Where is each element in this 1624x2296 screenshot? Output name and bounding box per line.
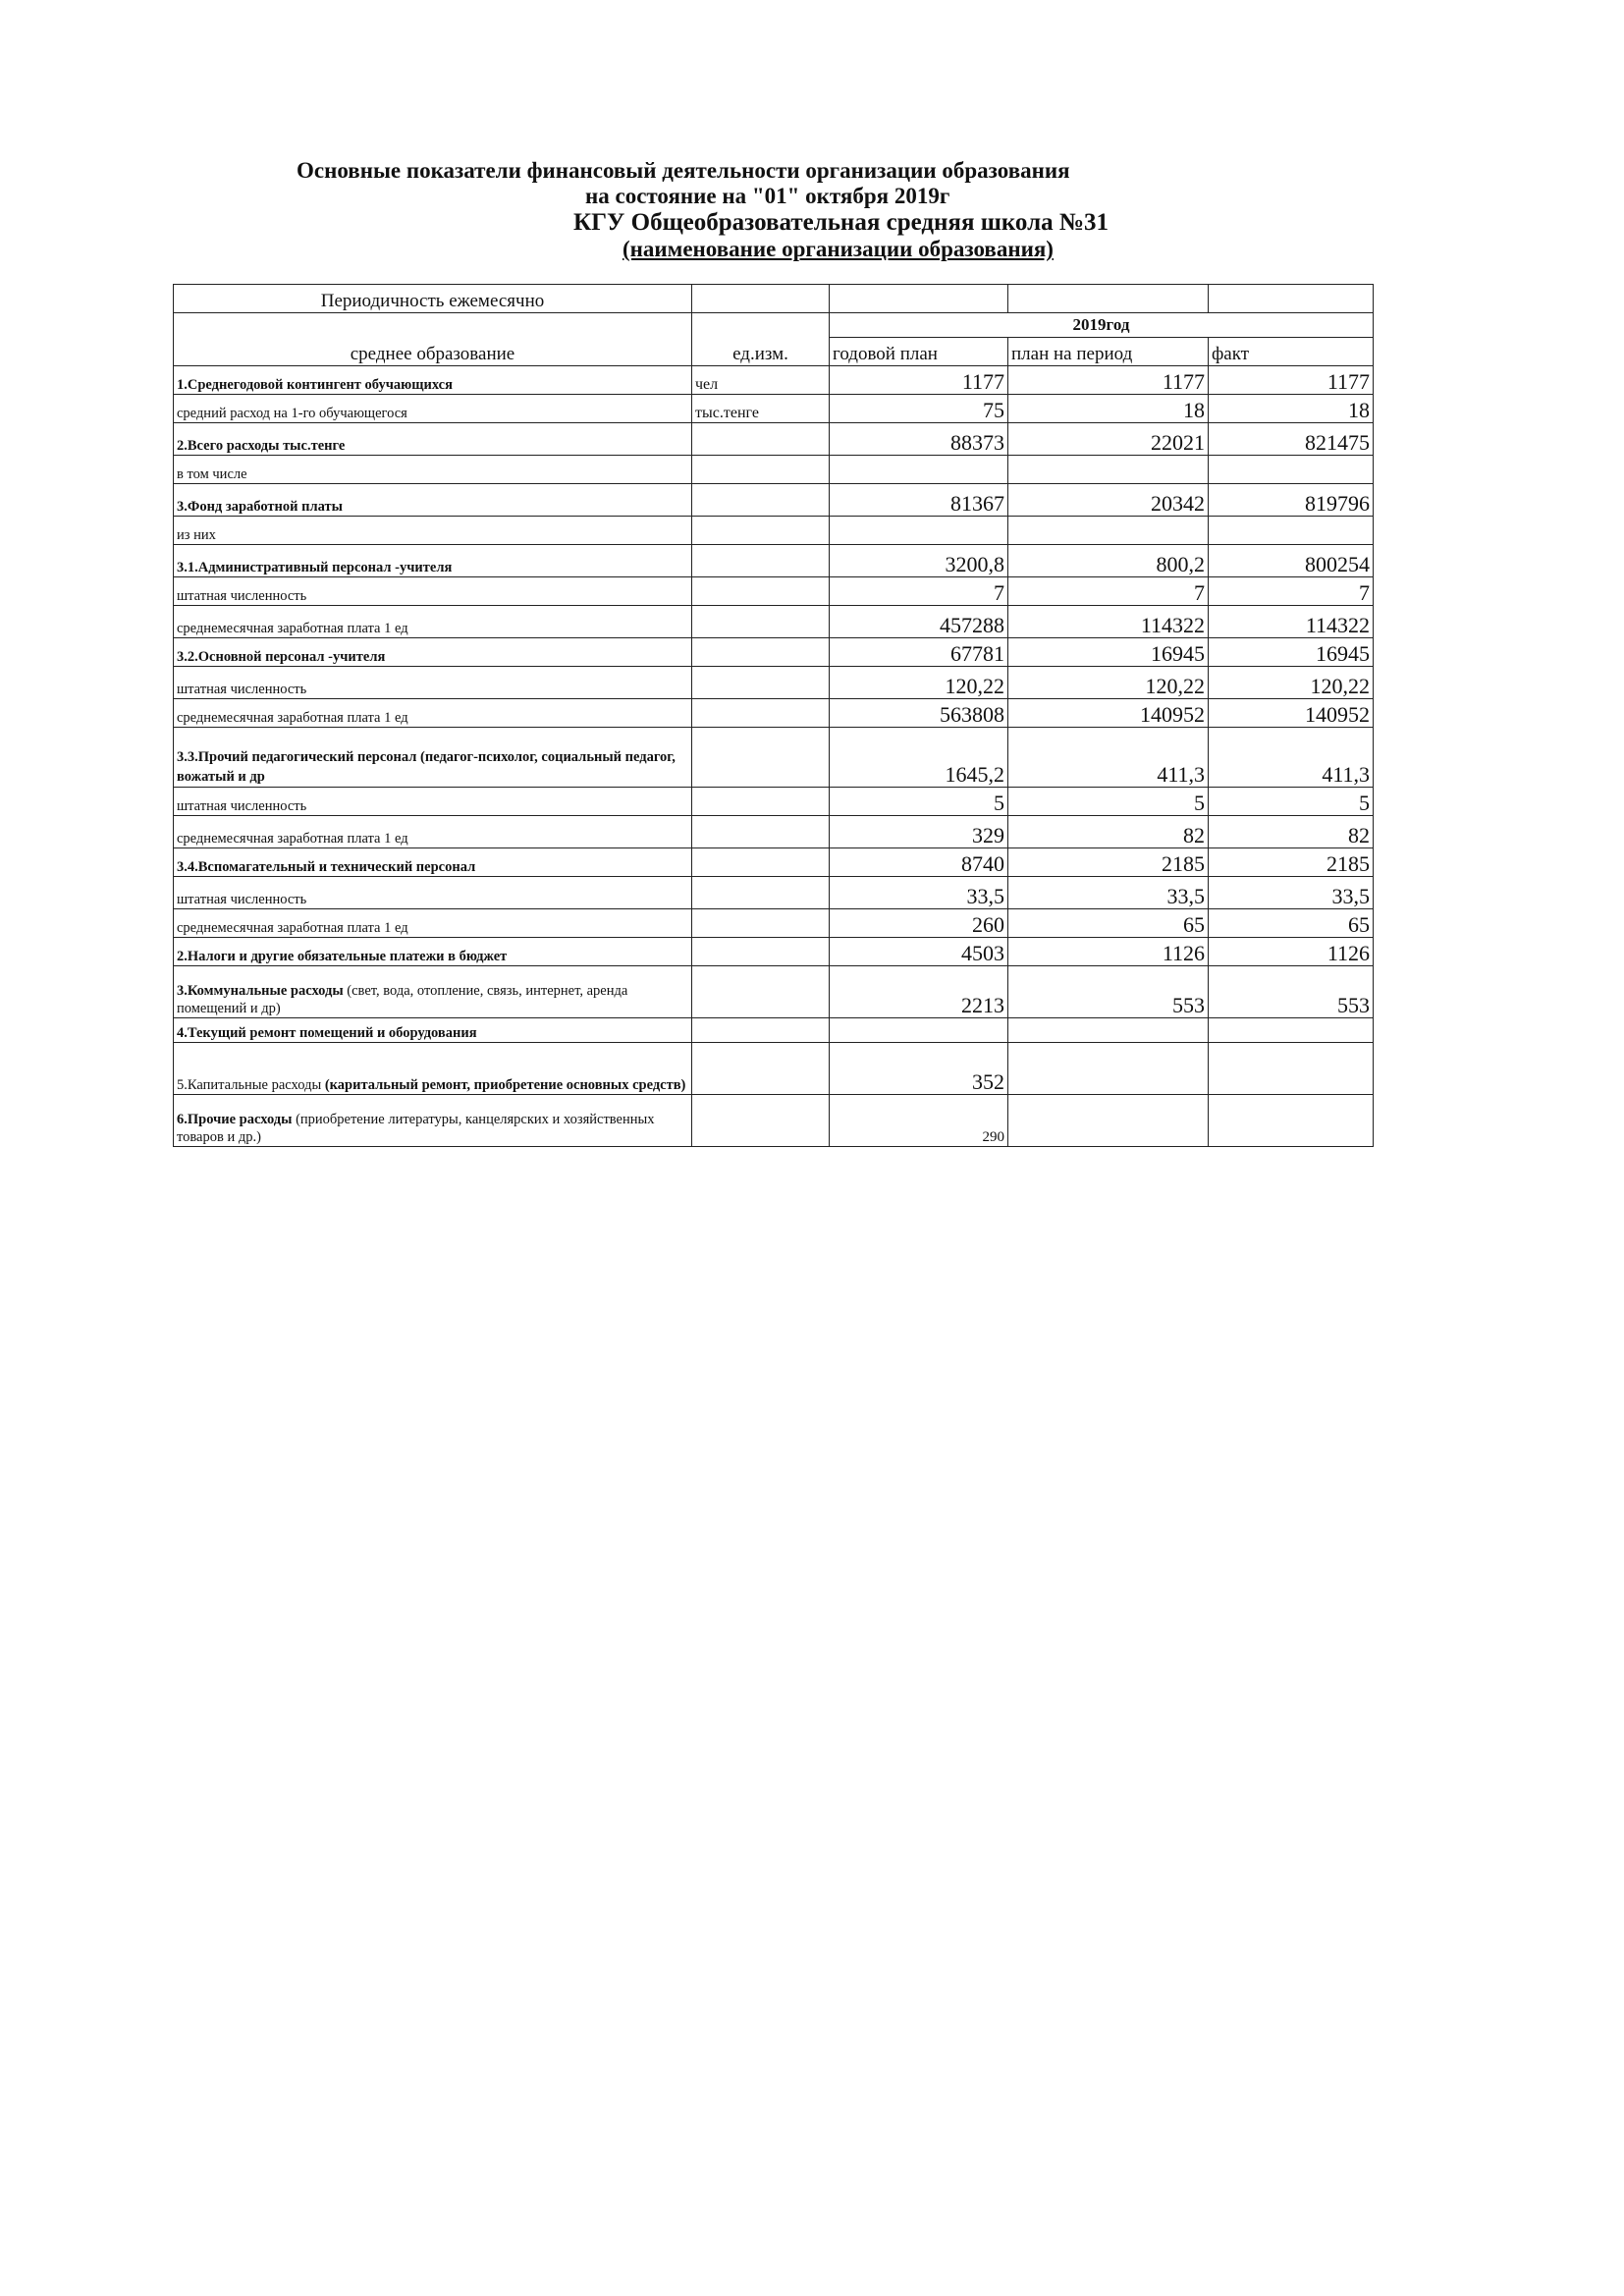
organization-name: КГУ Общеобразовательная средняя школа №31: [573, 209, 1109, 236]
row-label: 3.3.Прочий педагогический персонал (педагог-психолог, социальный педагог, вожатый и др: [174, 728, 692, 788]
row-label: средний расход на 1-го обучающегося: [174, 395, 692, 423]
row-period: 2185: [1008, 848, 1209, 877]
row-plan: 8740: [830, 848, 1008, 877]
row-label: среднемесячная заработная плата 1 ед: [174, 909, 692, 938]
row-plan: 67781: [830, 638, 1008, 667]
row-fact: 33,5: [1209, 877, 1374, 909]
row-label: 3.1.Административный персонал -учителя: [174, 545, 692, 577]
row-period: [1008, 456, 1209, 484]
row-fact: 553: [1209, 966, 1374, 1018]
table-row: [174, 816, 1374, 848]
table-row: [174, 423, 1374, 456]
row-unit: [692, 606, 830, 638]
row-unit: [692, 938, 830, 966]
row-label: 3.4.Вспомагательный и технический персонал: [174, 848, 692, 877]
table-row: [174, 1095, 1374, 1147]
table-row: [174, 395, 1374, 423]
row-label-rest: (приобретение литературы, канцелярских и хозяйственных товаров и др.): [177, 1112, 655, 1145]
row-unit: [692, 877, 830, 909]
row-label: среднемесячная заработная плата 1 ед: [174, 606, 692, 638]
row-label: штатная численность: [174, 577, 692, 606]
column-header-unit: ед.изм.: [692, 313, 830, 366]
row-unit: [692, 816, 830, 848]
row-period: 800,2: [1008, 545, 1209, 577]
row-fact: 82: [1209, 816, 1374, 848]
row-label-bold: 6.Прочие расходы: [177, 1112, 293, 1127]
row-label: 1.Среднегодовой контингент обучающихся: [174, 366, 692, 395]
row-plan: 1645,2: [830, 728, 1008, 788]
row-unit: [692, 667, 830, 699]
table-row: [174, 456, 1374, 484]
row-plan: 563808: [830, 699, 1008, 728]
row-fact: [1209, 1018, 1374, 1043]
row-fact: 140952: [1209, 699, 1374, 728]
row-unit: [692, 788, 830, 816]
row-label: штатная численность: [174, 667, 692, 699]
table-row: [174, 606, 1374, 638]
row-plan: 329: [830, 816, 1008, 848]
row-fact: 114322: [1209, 606, 1374, 638]
row-unit: [692, 423, 830, 456]
row-unit: [692, 848, 830, 877]
row-plan: 1177: [830, 366, 1008, 395]
row-unit: [692, 577, 830, 606]
table-row: [174, 545, 1374, 577]
row-plan: 290: [830, 1095, 1008, 1147]
row-plan: 120,22: [830, 667, 1008, 699]
row-label: 3.2.Основной персонал -учителя: [174, 638, 692, 667]
row-fact: 411,3: [1209, 728, 1374, 788]
row-plan: 4503: [830, 938, 1008, 966]
row-unit: [692, 484, 830, 517]
table-row: [174, 966, 1374, 1018]
row-label: [174, 966, 692, 1018]
table-row: [174, 667, 1374, 699]
table-row: [174, 728, 1374, 788]
row-fact: [1209, 456, 1374, 484]
row-plan: 88373: [830, 423, 1008, 456]
row-fact: 819796: [1209, 484, 1374, 517]
table-row: [174, 1018, 1374, 1043]
row-fact: 65: [1209, 909, 1374, 938]
row-period: 20342: [1008, 484, 1209, 517]
row-plan: 5: [830, 788, 1008, 816]
row-period: [1008, 1018, 1209, 1043]
row-plan: 33,5: [830, 877, 1008, 909]
row-fact: 18: [1209, 395, 1374, 423]
row-fact: 800254: [1209, 545, 1374, 577]
row-label: 3.Фонд заработной платы: [174, 484, 692, 517]
empty-cell: [830, 285, 1008, 313]
column-header-plan: годовой план: [830, 338, 1008, 366]
row-period: 1126: [1008, 938, 1209, 966]
row-label: штатная численность: [174, 877, 692, 909]
organization-caption: (наименование организации образования): [623, 237, 1054, 261]
table-row: [174, 366, 1374, 395]
row-period: 140952: [1008, 699, 1209, 728]
table-row: [174, 577, 1374, 606]
row-period: 22021: [1008, 423, 1209, 456]
row-period: 114322: [1008, 606, 1209, 638]
row-period: 120,22: [1008, 667, 1209, 699]
row-label: среднемесячная заработная плата 1 ед: [174, 816, 692, 848]
table-row: [174, 848, 1374, 877]
table-row: [174, 484, 1374, 517]
row-unit: [692, 1095, 830, 1147]
row-period: 411,3: [1008, 728, 1209, 788]
row-label: 4.Текущий ремонт помещений и оборудования: [174, 1018, 692, 1043]
row-period: 82: [1008, 816, 1209, 848]
row-unit: чел: [692, 366, 830, 395]
row-label: из них: [174, 517, 692, 545]
column-header-period: план на период: [1008, 338, 1209, 366]
row-label-bold: (каритальный ремонт, приобретение основных средств): [324, 1077, 686, 1093]
row-fact: 1177: [1209, 366, 1374, 395]
row-period: [1008, 1095, 1209, 1147]
row-unit: [692, 909, 830, 938]
row-unit: [692, 699, 830, 728]
row-fact: 120,22: [1209, 667, 1374, 699]
column-header-fact: факт: [1209, 338, 1374, 366]
row-label-rest: (свет, вода, отопление, связь, интернет, аренда помещений и др): [177, 983, 628, 1016]
row-unit: [692, 638, 830, 667]
row-label: 2.Всего расходы тыс.тенге: [174, 423, 692, 456]
report-date: на состояние на "01" октября 2019г: [585, 184, 950, 208]
row-unit: тыс.тенге: [692, 395, 830, 423]
row-label-rest: 5.Капитальные расходы: [177, 1077, 325, 1093]
row-fact: 16945: [1209, 638, 1374, 667]
row-plan: [830, 456, 1008, 484]
row-unit: [692, 728, 830, 788]
row-unit: [692, 1043, 830, 1095]
row-fact: [1209, 517, 1374, 545]
row-fact: 7: [1209, 577, 1374, 606]
row-label: 2.Налоги и другие обязательные платежи в бюджет: [174, 938, 692, 966]
table-row: [174, 938, 1374, 966]
table-row: [174, 517, 1374, 545]
table-row: [174, 638, 1374, 667]
row-label: [174, 1095, 692, 1147]
row-fact: 5: [1209, 788, 1374, 816]
row-label: штатная численность: [174, 788, 692, 816]
table-header-row: [174, 285, 1374, 313]
table-row: [174, 1043, 1374, 1095]
empty-cell: [1008, 285, 1209, 313]
periodicity-cell: Периодичность ежемесячно: [174, 285, 692, 313]
document-title: Основные показатели финансовый деятельности организации образования: [297, 158, 1070, 183]
row-unit: [692, 966, 830, 1018]
row-period: 16945: [1008, 638, 1209, 667]
table-row: [174, 909, 1374, 938]
row-period: 1177: [1008, 366, 1209, 395]
row-label: [174, 1043, 692, 1095]
table-row: [174, 788, 1374, 816]
row-unit: [692, 517, 830, 545]
column-header-name: среднее образование: [174, 313, 692, 366]
row-fact: 821475: [1209, 423, 1374, 456]
row-plan: 2213: [830, 966, 1008, 1018]
row-unit: [692, 1018, 830, 1043]
row-plan: 260: [830, 909, 1008, 938]
row-period: [1008, 1043, 1209, 1095]
row-label: среднемесячная заработная плата 1 ед: [174, 699, 692, 728]
row-plan: 352: [830, 1043, 1008, 1095]
table-row: [174, 699, 1374, 728]
row-period: 18: [1008, 395, 1209, 423]
row-period: 5: [1008, 788, 1209, 816]
row-plan: 7: [830, 577, 1008, 606]
row-plan: 457288: [830, 606, 1008, 638]
row-plan: 75: [830, 395, 1008, 423]
row-plan: [830, 1018, 1008, 1043]
financial-indicators-table: [173, 284, 1374, 1147]
row-period: 65: [1008, 909, 1209, 938]
row-fact: 2185: [1209, 848, 1374, 877]
row-period: [1008, 517, 1209, 545]
row-fact: [1209, 1043, 1374, 1095]
row-period: 7: [1008, 577, 1209, 606]
year-header: 2019год: [830, 313, 1374, 338]
table-header-row: [174, 313, 1374, 338]
table-row: [174, 877, 1374, 909]
row-unit: [692, 456, 830, 484]
empty-cell: [692, 285, 830, 313]
row-label: в том числе: [174, 456, 692, 484]
row-plan: 81367: [830, 484, 1008, 517]
row-label-bold: 3.Коммунальные расходы: [177, 983, 344, 999]
row-fact: 1126: [1209, 938, 1374, 966]
row-period: 553: [1008, 966, 1209, 1018]
row-plan: 3200,8: [830, 545, 1008, 577]
row-period: 33,5: [1008, 877, 1209, 909]
empty-cell: [1209, 285, 1374, 313]
row-plan: [830, 517, 1008, 545]
row-fact: [1209, 1095, 1374, 1147]
row-unit: [692, 545, 830, 577]
